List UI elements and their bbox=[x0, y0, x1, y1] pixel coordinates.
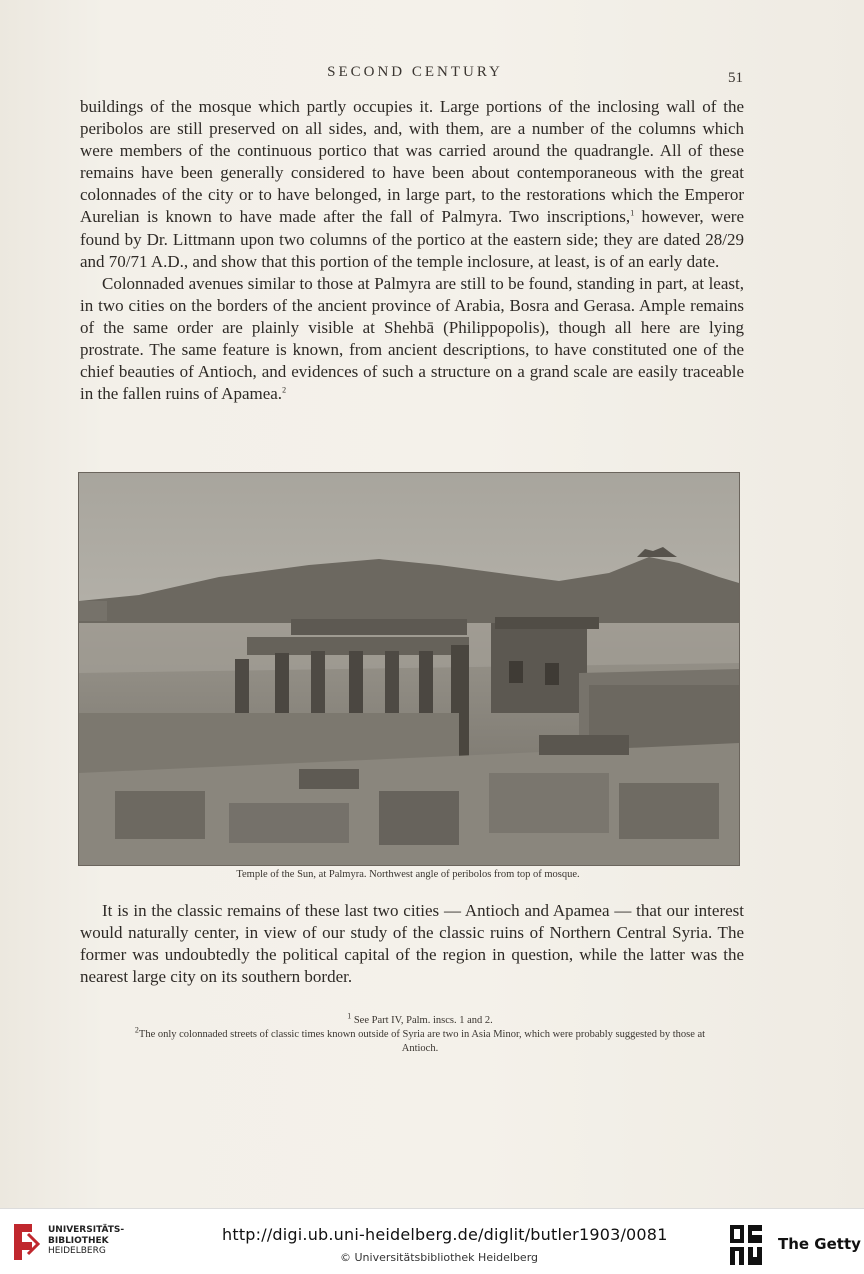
paragraph-2 bbox=[80, 273, 744, 406]
partner-name[interactable]: The Getty bbox=[778, 1235, 861, 1253]
footnote-1-mark: 1 bbox=[347, 1011, 352, 1021]
permalink-url[interactable]: http://digi.ub.uni-heidelberg.de/diglit/butler1903/0081 bbox=[222, 1225, 668, 1244]
viewer-footer bbox=[0, 1208, 864, 1274]
text-block-bottom bbox=[80, 900, 744, 988]
paragraph-1-text: buildings of the mosque which partly occupies it. Large portions of the inclosing wall of the peribolos are still preserved on all sides, and, with them, are a number of the columns which were members of the continuous portico that was carried around the quadrangle. All of these remains have been generally considered to have been about contemporaneous with the great colonnades of the city or to have belonged, in large part, to the restorations which the Emperor Aurelian is known to have made after the fall of Palmyra. Two inscriptions, bbox=[80, 97, 744, 227]
temple-photograph bbox=[78, 472, 740, 866]
footnote-2-mark: 2 bbox=[134, 1025, 139, 1035]
paragraph-3: It is in the classic remains of these last two cities — Antioch and Apamea — that our interest would naturally center, in view of our study of the classic ruins of Northern Central Syria. The former was undoubtedly the political capital of the region in question, while the latter was the nearest large city on its southern border. bbox=[80, 901, 744, 987]
text-block-top bbox=[80, 96, 744, 405]
library-line-1: UNIVERSITÄTS- bbox=[48, 1225, 125, 1235]
getty-logo-icon[interactable] bbox=[728, 1223, 764, 1267]
library-name[interactable] bbox=[48, 1225, 124, 1257]
copyright-notice: © Universitätsbibliothek Heidelberg bbox=[340, 1251, 539, 1264]
footnotes bbox=[120, 1011, 720, 1056]
paragraph-1 bbox=[80, 96, 744, 273]
temple-photo-illustration bbox=[79, 473, 739, 865]
footnote-1-text: See Part IV, Palm. inscs. 1 and 2. bbox=[353, 1015, 493, 1026]
running-head: SECOND CENTURY bbox=[327, 64, 503, 80]
footnote-2 bbox=[120, 1025, 720, 1056]
ub-heidelberg-logo-icon[interactable] bbox=[10, 1220, 42, 1264]
paragraph-1-text-rest: however, were found by Dr. Littmann upon two columns of the portico at the eastern side; they are dated 28/29 and 70/71 A.D., and show that this portion of the temple inclosure, at least, is of an early date. bbox=[80, 207, 744, 271]
page-number: 51 bbox=[728, 70, 743, 86]
footnote-ref-2[interactable]: 2 bbox=[282, 385, 287, 395]
footnote-1 bbox=[120, 1011, 720, 1028]
library-line-3: HEIDELBERG bbox=[48, 1246, 106, 1256]
footnote-ref-1[interactable]: 1 bbox=[630, 208, 635, 218]
library-line-2: BIBLIOTHEK bbox=[48, 1235, 109, 1246]
footnote-2-text: The only colonnaded streets of classic times known outside of Syria are two in Asia Minor, which were probably suggested by those at Antioch. bbox=[138, 1029, 706, 1054]
figure-caption: Temple of the Sun, at Palmyra. Northwest angle of peribolos from top of mosque. bbox=[236, 869, 580, 880]
paragraph-2-text: Colonnaded avenues similar to those at Palmyra are still to be found, standing in part, at least, in two cities on the borders of the ancient province of Arabia, Bosra and Gerasa. Ample remains of the same order are plainly visible at Shehbā (Philippopolis), though all here are lying prostrate. The same feature is known, from ancient descriptions, to have constituted one of the chief beauties of Antioch, and evidences of such a structure on a grand scale are easily traceable in the fallen ruins of Apamea. bbox=[80, 273, 744, 404]
